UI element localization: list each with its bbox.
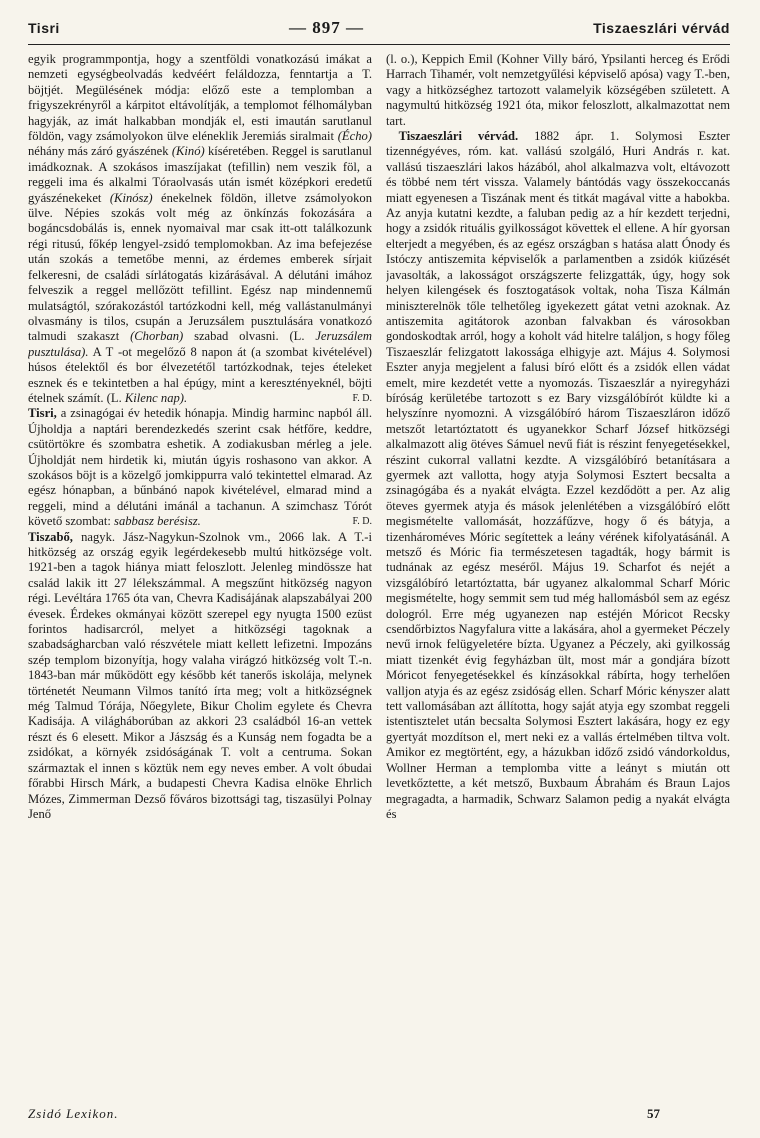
running-header	[28, 18, 730, 40]
text-columns	[28, 52, 730, 1102]
author-signature: F. D.	[352, 516, 372, 528]
header-rule	[28, 44, 730, 45]
left-column	[28, 52, 372, 1102]
page-number-header: — 897 —	[288, 18, 364, 37]
tisa-beav-continuation: egyik programmpontja, hogy a szentföldi vonatkozású imákat a nemzeti egységbeolvadás kedvéért feláldozza, fenntartja a T. böjtjét. Megülésének módja: előző este a templomban a frigyszekrényről a kárpitot eltávolítják, a templomot félhomályban hagyják, az imát halkabban mondják el, esti imaután sarutlanul földön, vagy zsámolyokon ülve eléneklik Jeremiás siralmait (Écho) néhány más záró gyászének (Kinó) kíséretében. Reggel is sarutlanul imádkoznak. A szokásos imaszíjakat (tefillin) nem veszik föl, a reggeli ima és alkalmi Tóraolvasás után ismét középkori eredetű gyászénekeket (Kinósz) énekelnek földön, illetve zsámolyokon ülve. Népies szokás volt még az önkínzás fokozására a bogáncsdobálás is, ennek nyomaival mar csak itt-ott találkozunk régi ritusú, főkép lengyel-zsidó templomokban. Az ima befejezése után szokás a temetőbe menni, az érdemes emberek sírjait felkeresni, de családi sírlátogatás kizárásával. A délutáni imához felveszik a reggel mellőzött tefillint. Egész nap mindennemű mulatságtól, szórakozástól tartózkodni kell, még vallástanulmányi olvasmány is tilos, csupán a Jeruzsálem pusztulására vonatkozó talmudi szakaszt (Chorban) szabad olvasni. (L. Jeruzsálem pusztulása). A T -ot megelőző 8 napon át (a szombat kivételével) húsos ételektől és bor élvezetétől tartózkodnak, tejes ételeket esznek és e tekintetben a hal épúgy, mint a keresztényeknél, böjti ételnek számít. (L. Kilenc nap). F. D.	[28, 52, 372, 405]
entry-tisri: Tisri, a zsinagógai év hetedik hónapja. Mindig harminc napból áll. Újholdja a naptári berendezkedés szerint csak hétfőre, keddre, csütörtökre és szombatra eshetik. A zodiakusban mérleg a jele. Újholdját nem hirdetik ki, miután úgyis roshasono van akkor. A szokásos böjt is a közelgő jomkippurra való tekintettel elmarad. Az egész hónapban, a bűnbánó napok kivételével, elmarad mind a reggeli, mind a délutáni imánál a tachanun. A szimchasz Tórót követő szombat: sabbasz berésisz. F. D.	[28, 406, 372, 529]
header-right-keyword: Tiszaeszlári vérvád	[593, 20, 730, 36]
right-column	[386, 52, 730, 1102]
page-footer	[28, 1106, 730, 1122]
entry-tiszabo: Tiszabő, nagyk. Jász-Nagykun-Szolnok vm., 2066 lak. A T.-i hitközség az ország egyik legérdekesebb multú hitközsége volt. 1921-ben a tagok hiánya miatt feloszlott. Jelenleg mindössze hat család lakik itt 27 lélekszámmal. A megszűnt hitközség nagyon régi. Levéltára 1765 óta van, Chevra Kadisájának alapszabályai 200 évesek. Érdekes okmányai között szerepel egy nyugta 1500 ezüst forintos hadisarcról, melyet a hitközségi tagoknak a szabadságharcban való részvétele miatt kellett lefizetni. Impozáns szép templom bizonyítja, hogy valaha virágzó hitközség volt T.-n. 1843-ban már működött egy később két tanerős iskolája, melynek történetét Neumann Vilmos tanító írta meg; volt a hitközségnek még Talmud Tórája, Nőegylete, Bikur Cholim egylete és Chevra Kadisája. A világháborúban az akkori 23 családból 16-an vettek részt és 6 elesett. Mikor a Jászság és a Kunság nem fogadta be a zsidókat, a környék zsidóságának T. volt a centruma. Sokan származtak el innen s köztük nem egy neves ember. A volt óbudai főrabbi Hirsch Márk, a budapesti Chevra Kadisa elnöke Ehrlich Mózes, Zimmerman Dezső főváros bizottsági tag, tiszasülyi Polnay Jenő	[28, 529, 372, 821]
entry-headword: Tiszabő,	[28, 529, 73, 544]
header-left-keyword: Tisri	[28, 20, 60, 36]
author-signature: F. D.	[352, 392, 372, 404]
entry-headword: Tisri,	[28, 406, 57, 421]
footer-page-number: 57	[647, 1106, 660, 1121]
entry-headword: Tiszaeszlári vérvád.	[398, 129, 519, 144]
footer-publication: Zsidó Lexikon.	[28, 1106, 119, 1121]
tiszabo-continuation: (l. o.), Keppich Emil (Kohner Villy báró, Ypsilanti herceg és Erődi Harrach Tihamér, volt nemzetgyűlési képviselő apósa) vagy T.-ben, vagy a hitközséghez tartozott valamelyik községében született. A nagymultú hitközség 1921 óta, mikor feloszlott, alkalmazottat nem tart.	[386, 52, 730, 128]
entry-tiszaeszlar: Tiszaeszlári vérvád. 1882 ápr. 1. Solymosi Eszter tizennégyéves, róm. kat. vallású szolgáló, Huri András r. kat. vallású tiszaeszlári lakos házából, ahol alkalmazva volt, eltávozott és többé nem tért vissza. Valamely bántódás vagy összekoccanás miatt egyenesen a Tiszának ment és titkát magával vitte a habokba. Az anyja kutatni kezdte, a faluban pedig az a hír kezdett terjedni, hogy a zsidók rituális gyilkosságot követtek el ellene. A hír gyorsan elterjedt a megyében, és az egész országban s hatása alatt Ónody és Istóczy antiszemita képviselők a parlamentben a zsidók kiűzését javasolták, a lakosságot országszerte felizgatták, úgy, hogy sok helyen kilengések és fosztogatások voltak, noha Tisza Kálmán miniszterelnök tőle telhetőleg igyekezett gátat vetni azoknak. Az antiszemita agitátorok azonban falvakban és városokban gondoskodtak arról, hogy a koholt vád hitelre találjon, s hogy főleg Tiszaeszlár felizgatott lakossága elhigyje azt. Május 4. Solymosi Eszter anyja megjelent a falusi bíró előtt és a zsidók ellen vádat emelt, mire kezdetét vette a nyomozás. Tiszaeszlár a nyiregyházi bíróság kerületébe tartozott s ez Bary vizsgálóbírót küldte ki a helyszínre nyomozni. A vizsgálóbíró három Tiszaeszláron időző metszőt letartóztatott és ugyanekkor Scharf József hitközségi alkalmazott alig ötéves Sámuel nevű fiát is részint fenyegetésekkel, részint cukorral vallatni kezdte. A vizsgálóbíró betanításara a gyermek azt vallotta, hogy atyja Solymosi Esztert becsalta a zsinagógába és a nyakát elvágta. Ezzel kezdődött a per. Az alig öteves gyermek atyja és mások jelenlétében a vizsgálóbíró előtt megismételte vallomását, hozzáfűzve, hogy ő és bátyja, a tizenhároméves Móric segítettek a leány vérének kifolyatásánál. A metsző és Móric fia természetesen tagadták, hogy bármit is tudnának az egész meséről. Május 19. Scharfot és nejét a vizsgálóbíró letartóztatta, bár ugyanez alkalommal Scharf Móric megismételte, hogy semmit sem tud még hallomásból sem az egész dologról. Erre még ugyanezen nap estéjén Móricot Recsky csendőrbiztos Nagyfalura vitte a lakására, ahol a gyermeket Péczely nevű irnok felügyeletére bízta. Ugyanez a Péczely, aki gyilkosság miatt tizenkét évig fegyházban ült, most már a gondjára bízott Móricot fenyegetésekkel és kínzásokkal rábírta, hogy terhelően valljon atyja és az egész zsidóság ellen. Scharf Móric kényszer alatt tett vallomásában azt állította, hogy saját atyja egy szombat reggeli istentisztelet után becsalta Solymosi Esztert lakására, hogy ez egy gyertyát mozdítson el, mert neki ez a vallás értelmében tiltva volt. Amikor ez megtörtént, egy, a házukban időző zsidó vándorkoldus, Wollner Herman a templomba vitte a leányt s miután ott levetkőztette, a két metsző, Buxbaum Ábrahám és Braun Lajos megragadta, a harmadik, Schwarz Salamon pedig a nyakát elvágta és	[386, 129, 730, 821]
